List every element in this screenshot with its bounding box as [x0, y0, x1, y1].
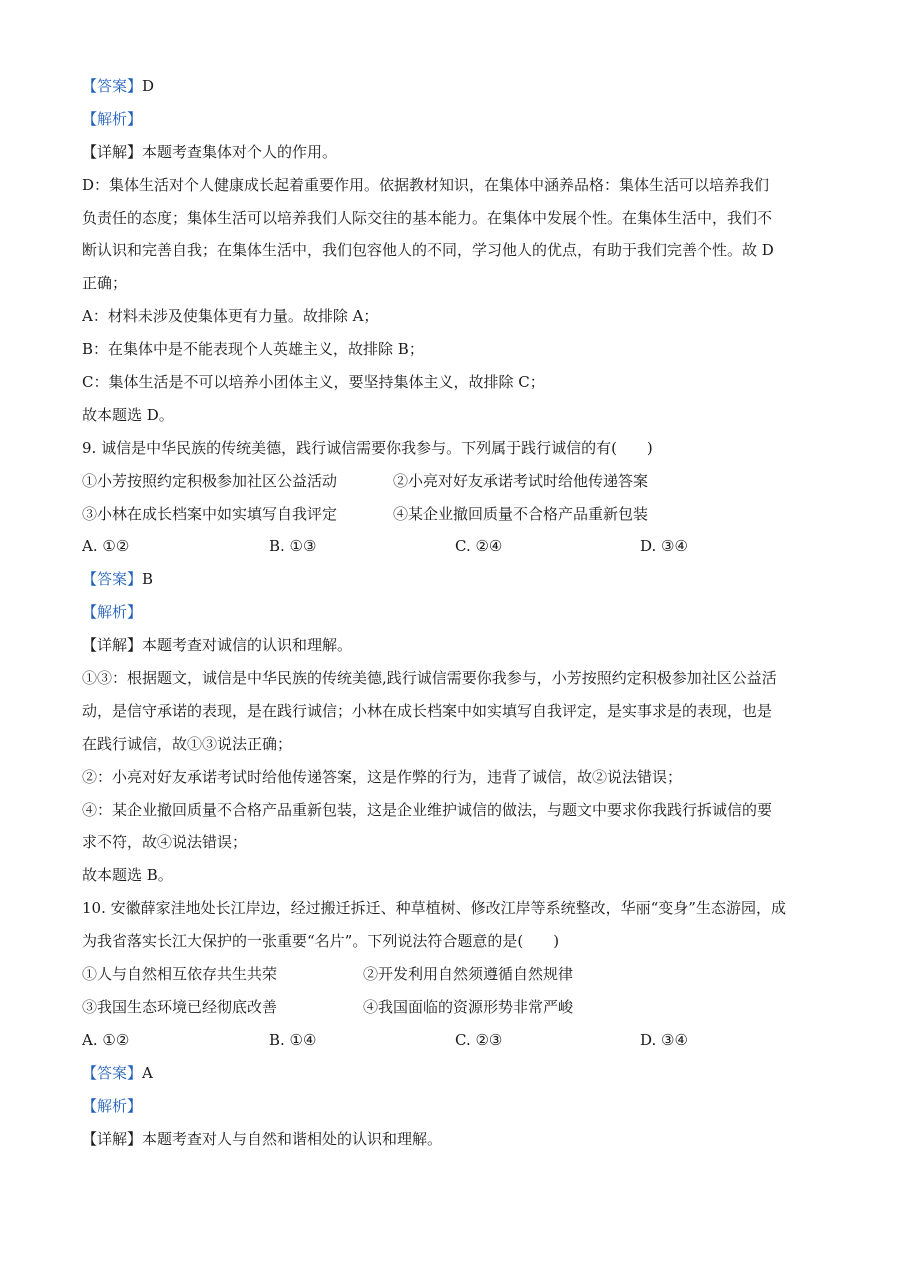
- explanation-d-line-4: 正确；: [82, 274, 128, 293]
- question-10-detail-line: [82, 1127, 827, 1151]
- question-9-explanation-4-line-1: ④：某企业撤回质量不合格产品重新包装，这是企业维护诚信的做法，与题文中要求你我践行拆诚信的要: [82, 800, 773, 819]
- statement-3: ③我国生态环境已经彻底改善: [82, 997, 278, 1016]
- explanation-b-line: B：在集体中是不能表现个人英雄主义，故排除 B；: [82, 340, 424, 359]
- detail-tag: 【详解】: [82, 1129, 143, 1148]
- option-d: D. ③④: [640, 537, 688, 556]
- question-9-analysis-line: [82, 600, 827, 624]
- statement-1: ①人与自然相互依存共生共荣: [82, 965, 278, 984]
- question-9-statements-row-1: [82, 469, 827, 493]
- question-10-statements-row-2: [82, 995, 827, 1019]
- question-9-conclusion: 故本题选 B。: [82, 866, 173, 885]
- question-9-options: [82, 534, 827, 558]
- statement-4: ④某企业撤回质量不合格产品重新包装: [393, 504, 649, 523]
- answer-value: B: [142, 570, 154, 589]
- analysis-line: [82, 107, 827, 131]
- question-10-stem-line-2: 为我省落实长江大保护的一张重要“名片”。下列说法符合题意的是( ): [82, 932, 560, 951]
- question-10-options: [82, 1028, 827, 1052]
- answer-tag: 【答案】: [82, 77, 143, 95]
- detail-text: 本题考查对诚信的认识和理解。: [142, 636, 353, 655]
- explanation-d-line-2: 负责任的态度；集体生活可以培养我们人际交往的基本能力。在集体中发展个性。在集体生活中，我们不: [82, 208, 773, 227]
- answer-tag: 【答案】: [82, 570, 143, 589]
- analysis-tag: 【解析】: [82, 603, 143, 622]
- question-9-explanation-13-line-1: ①③：根据题文，诚信是中华民族的传统美德,践行诚信需要你我参与，小芳按照约定积极参加社区公益活: [82, 669, 777, 688]
- question-9-explanation-13-line-3: 在践行诚信，故①③说法正确；: [82, 734, 293, 753]
- analysis-tag: 【解析】: [82, 1096, 143, 1115]
- detail-text: 本题考查集体对个人的作用。: [142, 142, 338, 161]
- statement-2: ②小亮对好友承诺考试时给他传递答案: [393, 471, 649, 490]
- question-10-stem-line-1: 10. 安徽薛家洼地处长江岸边，经过搬迁拆迁、种草植树、修改江岸等系统整改，华丽“变身”生态游园，成: [82, 899, 786, 918]
- question-10-answer-line: [82, 1061, 827, 1085]
- question-9-answer-line: [82, 567, 827, 591]
- explanation-c-line: C：集体生活是不可以培养小团体主义，要坚持集体主义，故排除 C；: [82, 373, 545, 392]
- statement-2: ②开发利用自然须遵循自然规律: [363, 965, 574, 984]
- statement-3: ③小林在成长档案中如实填写自我评定: [82, 504, 338, 523]
- question-9-detail-line: [82, 633, 827, 657]
- question-9-stem: 9. 诚信是中华民族的传统美德，践行诚信需要你我参与。下列属于践行诚信的有( ): [82, 438, 653, 457]
- option-c: C. ②③: [455, 1030, 503, 1049]
- statement-4: ④我国面临的资源形势非常严峻: [363, 997, 574, 1016]
- option-a: A. ①②: [82, 537, 130, 556]
- explanation-d-line-1: D：集体生活对个人健康成长起着重要作用。依据教材知识，在集体中涵养品格：集体生活可以培养我们: [82, 175, 770, 194]
- option-a: A. ①②: [82, 1030, 130, 1049]
- question-9-explanation-13-line-2: 动，是信守承诺的表现，是在践行诚信；小林在成长档案中如实填写自我评定，是实事求是的表现，也是: [82, 701, 773, 720]
- question-10-statements-row-1: [82, 962, 827, 986]
- option-d: D. ③④: [640, 1030, 688, 1049]
- option-c: C. ②④: [455, 537, 503, 556]
- detail-line: [82, 140, 827, 164]
- answer-line: [82, 74, 827, 98]
- question-9-explanation-4-line-2: 求不符，故④说法错误；: [82, 833, 248, 852]
- answer-tag: 【答案】: [82, 1063, 143, 1082]
- document-content: [82, 74, 827, 1159]
- statement-1: ①小芳按照约定积极参加社区公益活动: [82, 471, 338, 490]
- detail-tag: 【详解】: [82, 636, 143, 655]
- question-9-statements-row-2: [82, 502, 827, 526]
- answer-value: D: [142, 77, 155, 95]
- question-10-analysis-line: [82, 1094, 827, 1118]
- detail-text: 本题考查对人与自然和谐相处的认识和理解。: [142, 1129, 443, 1148]
- detail-tag: 【详解】: [82, 142, 143, 161]
- option-b: B. ①③: [269, 537, 317, 556]
- explanation-d-line-3: 断认识和完善自我；在集体生活中，我们包容他人的不同，学习他人的优点，有助于我们完善个性。故 D: [82, 241, 774, 260]
- explanation-a-line: A：材料未涉及使集体更有力量。故排除 A；: [82, 307, 379, 326]
- analysis-tag: 【解析】: [82, 109, 143, 128]
- answer-value: A: [142, 1063, 153, 1082]
- question-9-explanation-2-line: ②：小亮对好友承诺考试时给他传递答案，这是作弊的行为，违背了诚信，故②说法错误；: [82, 767, 683, 786]
- conclusion-line: 故本题选 D。: [82, 405, 174, 424]
- option-b: B. ①④: [269, 1030, 317, 1049]
